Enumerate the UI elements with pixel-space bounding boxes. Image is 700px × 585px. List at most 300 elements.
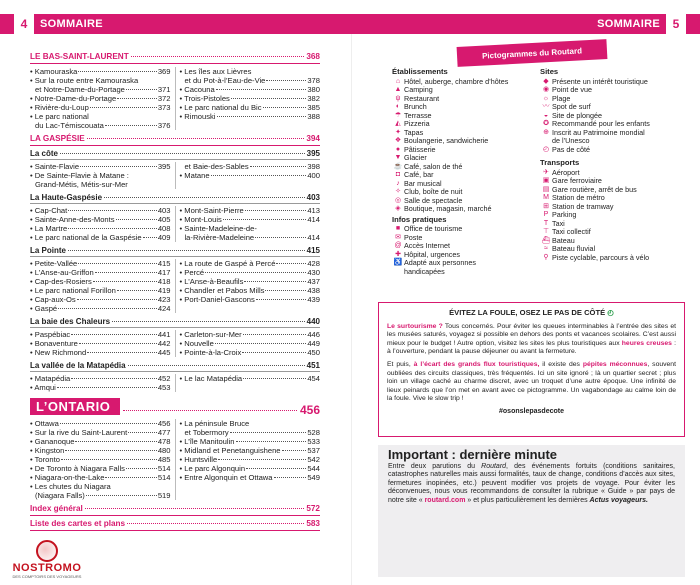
toc-entry[interactable] (180, 374, 321, 383)
toc-entry[interactable] (180, 437, 321, 446)
toc-entry[interactable] (180, 419, 321, 428)
p2-text-a: Et puis, (387, 360, 414, 368)
toc-entry-continuation[interactable] (180, 162, 321, 171)
toc-entry-label: • Cap-Chat (30, 206, 68, 215)
toc-entry[interactable] (30, 215, 171, 224)
toc-entry-page: 477 (157, 428, 171, 437)
toc-entry-label: • Midland et Penetanguishene (179, 446, 281, 455)
maps-list-link[interactable] (30, 519, 320, 531)
toc-entry[interactable] (30, 374, 171, 383)
pictogram-label: Taxi collectif (552, 227, 591, 236)
coffee-icon: ☕ (393, 162, 403, 170)
toc-entry[interactable] (30, 76, 171, 85)
entries-ontario (30, 419, 320, 500)
toc-entry[interactable] (30, 330, 171, 339)
subsection-page: 415 (306, 246, 320, 255)
ontario-title: L’ONTARIO (30, 398, 120, 415)
logo-name: NOSTROMO (12, 562, 82, 574)
leader-dots (231, 98, 306, 99)
index-label: Index général (30, 504, 83, 513)
leader-dots (236, 441, 307, 442)
pictogram-label: Tapas (404, 127, 424, 137)
shared-taxi-icon: ⊤ (542, 228, 550, 235)
toc-entry[interactable] (30, 419, 171, 428)
leader-dots (58, 308, 157, 309)
pictogram-label: Pâtisserie (404, 144, 436, 154)
pictogram-label: Station de tramway (552, 201, 614, 211)
viewpoint-icon: ◉ (542, 86, 550, 93)
post-icon: ✉ (395, 233, 401, 241)
toc-entry-label: • Percé (179, 268, 205, 277)
children-icon: ✪ (543, 120, 549, 127)
toc-entry[interactable] (30, 348, 171, 357)
leader-dots (71, 334, 157, 335)
avoid-crowds-box (378, 302, 685, 437)
leader-dots (123, 410, 297, 411)
toc-entry[interactable] (30, 446, 171, 455)
leader-dots (104, 197, 305, 198)
toc-entry-page: 371 (157, 85, 171, 94)
pictogram-label: Adapté aux personnes handicapées (404, 258, 476, 276)
toc-entry[interactable] (30, 277, 171, 286)
leader-dots (131, 56, 305, 57)
avoid-crowds-title-text: ÉVITEZ LA FOULE, OSEZ LE PAS DE CÔTÉ (449, 308, 606, 317)
toc-entry-page: 373 (157, 103, 171, 112)
entries-bas-saint-laurent (30, 67, 320, 130)
toc-entry[interactable] (30, 339, 171, 348)
toc-entry[interactable] (30, 67, 171, 76)
toc-entry[interactable] (30, 428, 171, 437)
entries-right (176, 67, 321, 130)
toc-entry[interactable] (180, 215, 321, 224)
toc-entry-page: 514 (157, 464, 171, 473)
toc-entry[interactable] (30, 455, 171, 464)
p2-text-c: , souvent oubliées des circuits classiques, très fréquentés. Ici un site ignoré ; là un quartier secret ; plus loin un village caché au charme discret, avec un troquet d’une autre époque. Une infinité de lieux peinards que l’on met en avant avec ce pictogramme. Un vagabondage au calme loin de la foule. Vive le slow trip ! (387, 360, 676, 403)
toc-entry-continuation[interactable] (180, 428, 321, 437)
toc-entry-continuation[interactable] (30, 180, 171, 189)
restaurant-icon: ψ (395, 94, 401, 102)
toc-entry-page: 430 (307, 268, 320, 277)
toc-entry[interactable] (180, 330, 321, 339)
header-title-right: SOMMAIRE (597, 18, 660, 30)
toc-entry-page: 388 (307, 112, 320, 121)
toc-entry[interactable] (180, 277, 321, 286)
toc-entry-label-cont: du Lac-Témiscouata (35, 121, 104, 130)
leader-dots (143, 237, 157, 238)
page-number-right: 5 (666, 14, 686, 34)
toc-entry-page: 528 (307, 428, 320, 437)
toc-entry-label: • Trois-Pistoles (179, 94, 230, 103)
toc-entry[interactable] (180, 85, 321, 94)
subsection-title: La vallée de la Matapédia (30, 361, 126, 370)
leader-dots (246, 468, 306, 469)
toc-entry[interactable] (30, 473, 171, 482)
theatre-icon: ◎ (394, 196, 402, 204)
sites-heading: Sites (540, 67, 559, 76)
toc-entry-label-cont: et Notre-Dame-du-Portage (35, 85, 125, 94)
pictogram-label: Brunch (404, 102, 427, 111)
subsection-page: 440 (306, 317, 320, 326)
toc-entry-page: 423 (157, 295, 171, 304)
toc-entry[interactable] (30, 162, 171, 171)
toc-entry-label: • Pointe-à-la-Croix (179, 348, 242, 357)
toc-entry-page: 454 (307, 374, 320, 383)
hidden-gems: pépites méconnues (582, 360, 648, 368)
leader-dots (105, 125, 157, 126)
subsection-cote[interactable] (30, 149, 320, 160)
leader-dots (85, 508, 305, 509)
toc-entry-label: • Matane (179, 171, 210, 180)
index-link[interactable] (30, 504, 320, 516)
section-ontario[interactable] (30, 398, 320, 415)
pictogram-label: Accès Internet (404, 241, 450, 250)
pictogram-label: Présente un intérêt touristique (552, 76, 648, 86)
metro-icon: M (543, 194, 549, 201)
pictogram-label: Plage (552, 93, 571, 103)
important-text (388, 463, 675, 506)
toc-entry-label: • Carleton-sur-Mer (179, 330, 242, 339)
toc-entry[interactable] (180, 295, 321, 304)
toc-entry-label: • Sur la route entre Kamouraska (30, 76, 139, 85)
toc-entry-page: 408 (157, 224, 171, 233)
leader-dots (87, 138, 305, 139)
leader-dots (218, 459, 306, 460)
leader-dots (217, 116, 307, 117)
transport-list (540, 169, 682, 263)
airport-icon: ✈ (543, 168, 549, 176)
toc-entry[interactable] (30, 295, 171, 304)
pictogram-label: Café, salon de thé (404, 161, 463, 171)
toc-entry[interactable] (30, 268, 171, 277)
toc-entry-continuation[interactable] (180, 233, 321, 242)
toc-entry-label: • Le parc Algonquin (179, 464, 246, 473)
bus-icon: ▤ (542, 185, 550, 193)
entries-left (30, 374, 176, 392)
toc-entry-page: 480 (157, 446, 171, 455)
pictogram-label: Pizzeria (404, 119, 430, 128)
section-title: LA GASPÉSIE (30, 134, 85, 143)
important-title: Important : dernière minute (388, 447, 558, 462)
pictogram-item (540, 129, 682, 146)
toc-entry[interactable] (180, 67, 321, 76)
toc-entry[interactable] (180, 103, 321, 112)
pictograms-right-column (534, 67, 682, 276)
toc-entry-page: 395 (157, 162, 171, 171)
toc-entry-label: • Ottawa (30, 419, 59, 428)
toc-entry[interactable] (30, 259, 171, 268)
toc-entry-label: • Les îles aux Lièvres (179, 67, 252, 76)
toc-entry[interactable] (30, 304, 171, 313)
toc-entry-label: • Gananoque (30, 437, 75, 446)
pictogram-label: Station de métro (552, 193, 605, 202)
toc-entry[interactable] (180, 171, 321, 180)
toc-entry-page: 542 (307, 455, 320, 464)
pictogram-item (540, 254, 682, 263)
internet-icon: @ (394, 242, 402, 249)
toc-entry-page: 418 (157, 277, 171, 286)
toc-entry[interactable] (180, 259, 321, 268)
entries-left (30, 330, 176, 357)
toc-entry-label: • Cap-des-Rosiers (30, 277, 92, 286)
toc-entry[interactable] (30, 206, 171, 215)
toc-entry-page: 478 (157, 437, 171, 446)
toc-entry-label: • De Sainte-Flavie à Matane : (30, 171, 129, 180)
toc-entry[interactable] (180, 206, 321, 215)
leader-dots (266, 80, 306, 81)
leader-dots (60, 153, 305, 154)
section-gaspesie[interactable] (30, 134, 320, 146)
pictogram-label: Parking (552, 210, 577, 219)
entries-right (176, 206, 321, 242)
leader-dots (61, 459, 157, 460)
leader-dots (274, 477, 307, 478)
toc-entry[interactable] (180, 94, 321, 103)
pictogram-item (392, 259, 534, 276)
leader-dots (127, 523, 304, 524)
toc-entry-label: • Petite-Vallée (30, 259, 78, 268)
hashtag: #osonslepasdecote (499, 407, 564, 415)
toc-entry-label: • Mont-Saint-Pierre (179, 206, 244, 215)
leader-dots (78, 263, 157, 264)
toc-entry[interactable] (180, 112, 321, 121)
toc-entry-page: 428 (307, 259, 320, 268)
establishments-heading: Établissements (392, 67, 448, 76)
leader-dots (86, 495, 157, 496)
p1-text-b: : à l’ouverture, pendant la pause déjeuner ou avant la fermeture. (387, 339, 676, 356)
toc-entry-page: 456 (157, 419, 171, 428)
toc-entry[interactable] (30, 112, 171, 121)
toc-entry[interactable] (30, 286, 171, 295)
pictogram-item (540, 146, 682, 155)
leader-dots (126, 89, 157, 90)
entries-matapedia (30, 374, 320, 392)
toc-entry-label-cont: et Baie-des-Sables (184, 162, 249, 171)
toc-entry[interactable] (180, 348, 321, 357)
leader-dots (205, 272, 306, 273)
leader-dots (255, 237, 306, 238)
toc-entry[interactable] (180, 268, 321, 277)
toc-entry-label: • Mont-Louis (179, 215, 222, 224)
toc-entry-label: • Chandler et Pabos Mills (179, 286, 265, 295)
toc-entry-label: • Kingston (30, 446, 65, 455)
toc-entry[interactable] (30, 464, 171, 473)
leader-dots (87, 352, 157, 353)
toc-entry[interactable] (30, 94, 171, 103)
ontario-page: 456 (299, 403, 320, 417)
section-page: 368 (306, 52, 320, 61)
toc-entry-page: 409 (157, 233, 171, 242)
toc-entry-continuation[interactable] (30, 491, 171, 500)
subsection-title: La Pointe (30, 246, 67, 255)
p2-text-b: il existe des (539, 360, 583, 368)
avoid-crowds-paragraph-1 (387, 323, 676, 357)
toc-entry-label: • Niagara-on-the-Lake (30, 473, 105, 482)
bakery-icon: ❖ (394, 137, 402, 144)
toc-entry-label: • Les chutes du Niagara (30, 482, 111, 491)
pictogram-label: Terrasse (404, 110, 432, 120)
entries-right (176, 374, 321, 392)
subsection-page: 403 (306, 193, 320, 202)
toc-entry[interactable] (180, 224, 321, 233)
pictogram-label: Inscrit au Patrimoine mondial de l’Unesco (552, 127, 645, 145)
toc-entry[interactable] (180, 286, 321, 295)
pictogram-label: Bar musical (404, 178, 442, 188)
toc-entry-page: 380 (307, 85, 320, 94)
leader-dots (245, 210, 307, 211)
sites-list (540, 78, 682, 155)
toc-entry[interactable] (30, 171, 171, 180)
toc-entry-continuation[interactable] (30, 85, 171, 94)
subsection-title: La Haute-Gaspésie (30, 193, 103, 202)
leader-dots (211, 175, 307, 176)
bike-icon: ⚲ (543, 253, 549, 261)
toc-entry[interactable] (30, 437, 171, 446)
pictogram-label: Boulangerie, sandwicherie (404, 136, 489, 145)
entries-baie-des-chaleurs (30, 330, 320, 357)
leader-dots (282, 450, 307, 451)
toc-entry-page: 372 (157, 94, 171, 103)
toc-entry-page: 485 (157, 455, 171, 464)
toc-entry-label: • Le parc national (30, 112, 89, 121)
toc-entry-page: 453 (157, 383, 171, 392)
pictogram-label: Taxi (552, 218, 565, 228)
hotel-icon: ⌂ (395, 77, 401, 85)
parking-icon: P (543, 211, 549, 218)
toc-entry-page: 537 (307, 446, 320, 455)
leader-dots (75, 441, 156, 442)
toc-entry-page: 382 (307, 94, 320, 103)
toc-entry-page: 514 (157, 473, 171, 482)
brunch-icon: ◐ (395, 103, 401, 110)
tapas-icon: ✦ (395, 128, 401, 136)
pictogram-label: Office de tourisme (404, 224, 463, 233)
toc-entry-continuation[interactable] (30, 121, 171, 130)
pictogram-label: Bateau (552, 235, 575, 245)
boat-icon: ⛴ (541, 236, 551, 244)
section-title: LE BAS-SAINT-LAURENT (30, 52, 129, 61)
offbeat-icon: ◴ (607, 308, 614, 317)
toc-entry-page: 369 (157, 67, 171, 76)
leader-dots (93, 281, 157, 282)
toc-entry-page: 533 (307, 437, 320, 446)
leader-dots (105, 477, 156, 478)
logo-tagline: DES COMPTOIRS DES VOYAGEURS (12, 574, 82, 579)
club-icon: ✧ (395, 188, 401, 195)
subsection-haute-gaspesie[interactable] (30, 193, 320, 204)
routard-site-link[interactable]: routard.com (424, 496, 466, 504)
toc-entry-label: • New Richmond (30, 348, 87, 357)
leader-dots (243, 334, 307, 335)
subsection-title: La baie des Chaleurs (30, 317, 111, 326)
beach-icon: ☼ (542, 94, 550, 102)
leader-dots (243, 378, 306, 379)
pictogram-label: Site de plongée (552, 110, 602, 120)
toc-entry-label: • Le lac Matapédia (179, 374, 243, 383)
leader-dots (263, 107, 307, 108)
toc-entry-label-cont: la-Rivière-Madeleine (184, 233, 255, 242)
toc-entry[interactable] (180, 446, 321, 455)
leader-dots (71, 378, 157, 379)
toc-entry[interactable] (30, 383, 171, 392)
pictogram-label: Pas de côté (552, 144, 590, 154)
offbeat-icon: ◴ (542, 145, 550, 153)
pastry-icon: ● (395, 145, 401, 153)
toc-entry-label: • Le parc national du Bic (179, 103, 262, 112)
entries-left (30, 162, 176, 189)
leader-dots (117, 290, 157, 291)
toc-entry[interactable] (180, 464, 321, 473)
toc-entry-page: 398 (307, 162, 320, 171)
leader-dots (57, 387, 157, 388)
toc-entry-label: • Nouvelle (179, 339, 214, 348)
subsection-baie-des-chaleurs[interactable] (30, 317, 320, 328)
pictogram-label: Bateau fluvial (552, 244, 596, 253)
leader-dots (112, 321, 305, 322)
pictogram-label: Point de vue (552, 85, 592, 94)
toc-entry[interactable] (180, 339, 321, 348)
nostromo-logo (6, 540, 88, 580)
toc-entry[interactable] (180, 455, 321, 464)
toc-entry-label: • Entre Algonquin et Ottawa (179, 473, 273, 482)
toc-entry[interactable] (30, 103, 171, 112)
toc-entry[interactable] (30, 233, 171, 242)
toc-entry-label: • L’Anse-au-Griffon (30, 268, 94, 277)
toc-entry-continuation[interactable] (180, 76, 321, 85)
subsection-pointe[interactable] (30, 246, 320, 257)
page-gutter (351, 34, 352, 585)
toc-entry-page: 449 (307, 339, 320, 348)
toc-entry[interactable] (30, 224, 171, 233)
important-notice-box (378, 445, 685, 577)
toc-entry[interactable] (180, 473, 321, 482)
toc-entry-page: 424 (157, 304, 171, 313)
leader-dots (116, 219, 157, 220)
toc-entry-label-cont: et Tobermory (184, 428, 229, 437)
surf-icon: 〰 (542, 103, 550, 110)
pictogram-label: Salle de spectacle (404, 195, 463, 205)
section-page: 394 (306, 134, 320, 143)
toc-entry-label-cont: (Niagara Falls) (35, 491, 85, 500)
maps-list-page: 583 (306, 519, 320, 528)
toc-entry-label: • Le parc national Forillon (30, 286, 116, 295)
leader-dots (117, 98, 157, 99)
toc-entry[interactable] (30, 482, 171, 491)
establishments-list (392, 78, 534, 214)
index-page: 572 (306, 504, 320, 513)
overtourism-lead: Le surtourisme ? (387, 322, 443, 330)
pictogram-label: Glacier (404, 153, 427, 162)
header-title-left: SOMMAIRE (40, 18, 103, 30)
toc-entry-label: • La péninsule Bruce (179, 419, 250, 428)
leader-dots (256, 299, 307, 300)
entries-left (30, 259, 176, 313)
section-bas-saint-laurent[interactable] (30, 52, 320, 64)
leader-dots (90, 107, 157, 108)
subsection-matapedia[interactable] (30, 361, 320, 372)
pictogram-label: Hôpital, urgences (404, 249, 460, 259)
train-icon: ▣ (542, 177, 550, 184)
important-text-b: , des événements fortuits (conditions sanitaires, catastrophes naturelles mais aussi formalités, taux de change, conditions d’accès aux sites, fermetures inopinées, etc.) peuvent modifier vos projets de voyage. Pour éviter les déconvenues, nous vous recommandons de consulter la rubrique « Guide » par pays de notre site « (388, 462, 675, 504)
toc-entry-label: • De Toronto à Niagara Falls (30, 464, 125, 473)
toc-entry-label: • La route de Gaspé à Percé (179, 259, 276, 268)
toc-entry-label: • Huntsville (179, 455, 218, 464)
leader-dots (60, 423, 157, 424)
pictogram-label: Boutique, magasin, marché (404, 204, 492, 213)
pictogram-label: Spot de surf (552, 102, 591, 111)
toc-entry-label: • Cacouna (179, 85, 215, 94)
pictogram-label: Restaurant (404, 93, 440, 103)
leader-dots (95, 272, 157, 273)
